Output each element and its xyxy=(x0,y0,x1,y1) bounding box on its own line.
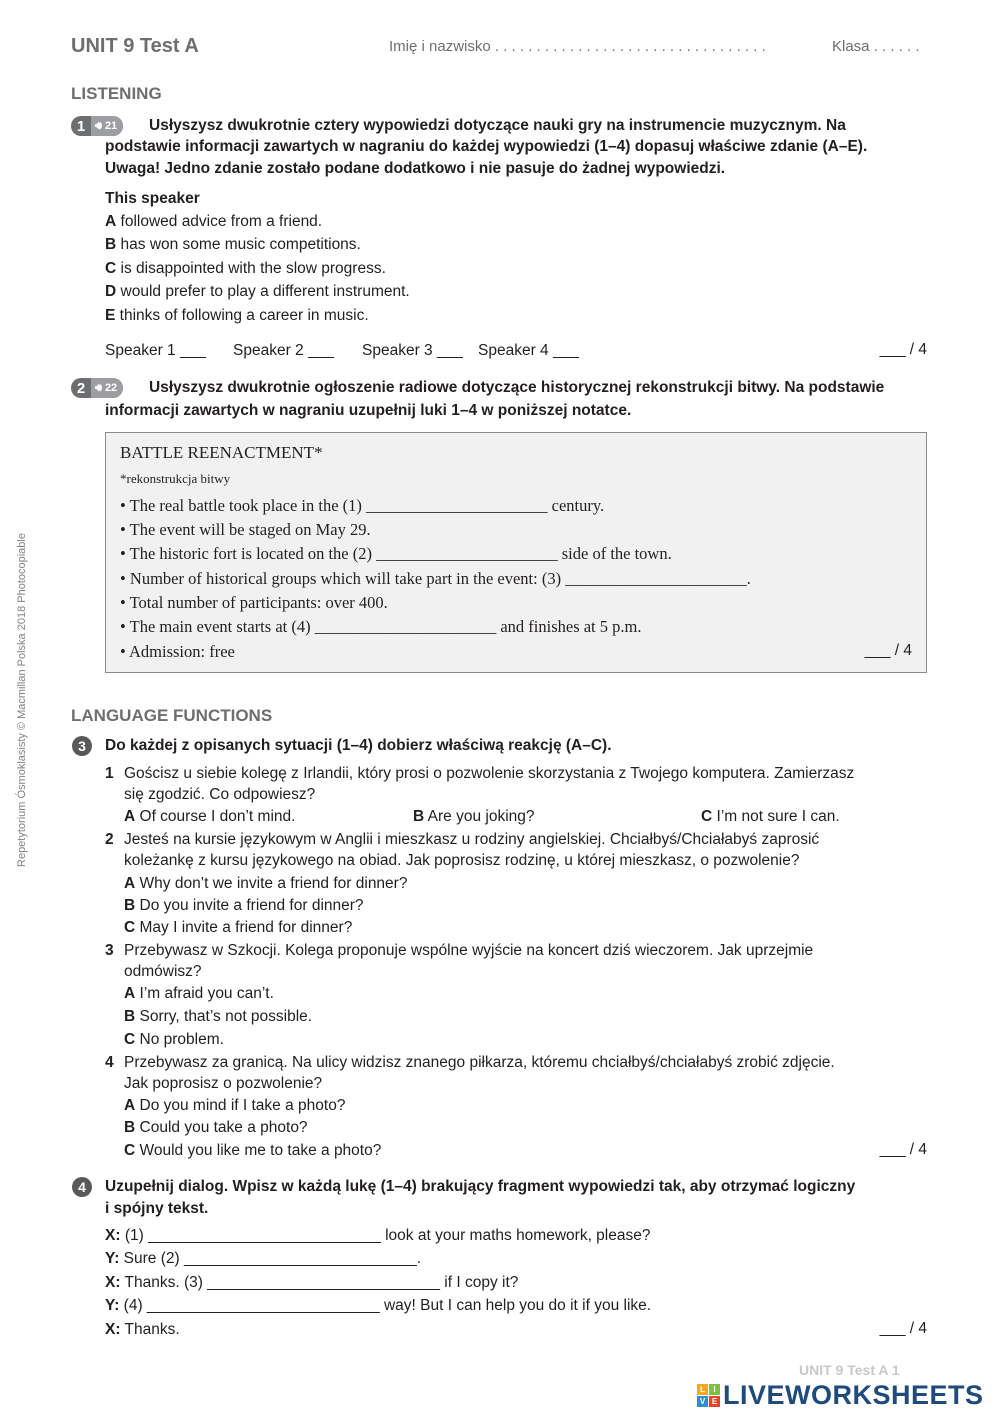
exercise-3-number: 3 xyxy=(72,736,92,756)
score: ___ / 4 xyxy=(864,642,912,659)
item-text: Przebywasz za granicą. Na ulicy widzisz znanego piłkarza, któremu chciałbyś/chciałabyś zrobić zdjęcie. xyxy=(124,1054,835,1071)
text: 22 xyxy=(104,382,118,394)
text: B xyxy=(124,1008,136,1025)
dialog-line xyxy=(105,1320,180,1340)
text: E xyxy=(105,307,116,324)
text[interactable]: The main event starts at (4) ______________________ and finishes at 5 p.m. xyxy=(129,617,642,636)
class-field[interactable]: Klasa . . . . . . xyxy=(832,38,920,55)
item-text: Jak poprosisz o pozwolenie? xyxy=(124,1075,323,1092)
text: Do you mind if I take a photo? xyxy=(139,1097,346,1114)
text: B xyxy=(124,897,136,914)
text: V xyxy=(697,1396,708,1407)
text: X: xyxy=(105,1321,121,1338)
exercise-2-badge xyxy=(71,378,123,398)
bullet-item: • Total number of participants: over 400. xyxy=(120,593,388,612)
page-title: UNIT 9 Test A xyxy=(71,35,199,57)
dialog-line xyxy=(105,1249,421,1269)
item-text: Gościsz u siebie kolegę z Irlandii, który prosi o pozwolenie skorzystania z Twojego komputera. Zamierzasz xyxy=(124,765,855,782)
item-number: 2 xyxy=(105,831,114,848)
text: 1 xyxy=(76,117,86,135)
option xyxy=(701,807,840,827)
item-number: 1 xyxy=(105,765,114,782)
text[interactable]: Thanks. (3) ___________________________ if I copy it? xyxy=(124,1274,519,1291)
option xyxy=(105,259,386,279)
score: ___ / 4 xyxy=(879,341,927,358)
exercise-4-instruction: Uzupełnij dialog. Wpisz w każdą lukę (1–4) brakujący fragment wypowiedzi tak, aby otrzymać logiczny xyxy=(105,1178,856,1195)
text: Why don’t we invite a friend for dinner? xyxy=(139,875,408,892)
speaker-4-answer[interactable]: Speaker 4 ___ xyxy=(478,342,579,359)
option xyxy=(124,1007,312,1027)
item-text: odmówisz? xyxy=(124,963,202,980)
logo-cube-icon xyxy=(697,1384,720,1407)
option xyxy=(124,874,407,894)
speaker-2-answer[interactable]: Speaker 2 ___ xyxy=(233,342,334,359)
text: A xyxy=(124,875,136,892)
text: X: xyxy=(105,1274,121,1291)
exercise-1-instruction: Usłyszysz dwukrotnie cztery wypowiedzi dotyczące nauki gry na instrumencie muzycznym. Na xyxy=(149,117,846,134)
option xyxy=(124,1141,381,1161)
text: D xyxy=(105,283,117,300)
liveworksheets-logo xyxy=(697,1380,984,1411)
bullet-item: • The real battle took place in the (1) ______________________ century. xyxy=(120,496,605,515)
text[interactable]: (4) ___________________________ way! But I can help you do it if you like. xyxy=(123,1297,652,1314)
text: B xyxy=(105,236,117,253)
text: followed advice from a friend. xyxy=(120,213,323,230)
text: Sorry, that’s not possible. xyxy=(139,1008,313,1025)
text: I’m afraid you can’t. xyxy=(139,985,274,1002)
bullet-item: • The event will be staged on May 29. xyxy=(120,520,371,539)
page-footer: UNIT 9 Test A 1 xyxy=(799,1362,900,1378)
text: Do you invite a friend for dinner? xyxy=(139,897,364,914)
text[interactable]: Number of historical groups which will take part in the event: (3) ______________________. xyxy=(129,569,751,588)
text[interactable]: The real battle took place in the (1) ______________________ century. xyxy=(129,496,605,515)
option xyxy=(124,984,274,1004)
text[interactable]: The historic fort is located on the (2) ______________________ side of the town. xyxy=(129,544,672,563)
dialog-line xyxy=(105,1296,651,1316)
text: C xyxy=(124,919,136,936)
text[interactable]: (1) ___________________________ look at your maths homework, please? xyxy=(124,1227,651,1244)
text: C xyxy=(124,1142,136,1159)
text: Total number of participants: over 400. xyxy=(129,593,388,612)
exercise-1-badge xyxy=(71,116,123,136)
speaker-3-answer[interactable]: Speaker 3 ___ xyxy=(362,342,463,359)
text: has won some music competitions. xyxy=(120,236,361,253)
text: 2 xyxy=(76,379,86,397)
bullet-item: • The historic fort is located on the (2) ______________________ side of the town. xyxy=(120,544,672,563)
option xyxy=(105,306,369,326)
footnote: *rekonstrukcja bitwy xyxy=(120,471,231,486)
text: thinks of following a career in music. xyxy=(119,307,369,324)
item-text: Przebywasz w Szkocji. Kolega proponuje wspólne wyjście na koncert dziś wieczorem. Jak uprzejmie xyxy=(124,942,814,959)
text: C xyxy=(701,808,713,825)
item-text: koleżankę z kursu językowego na obiad. Jak poprosisz rodzinę, u której mieszkasz, o pozwolenie? xyxy=(124,852,800,869)
audio-icon: 🔊︎ xyxy=(95,381,102,394)
exercise-3-instruction: Do każdej z opisanych sytuacji (1–4) dobierz właściwą reakcję (A–C). xyxy=(105,737,612,754)
text: 21 xyxy=(104,120,118,132)
audio-icon: 🔊︎ xyxy=(95,119,102,132)
text: is disappointed with the slow progress. xyxy=(120,260,386,277)
text: I xyxy=(709,1384,720,1395)
text: LIVEWORKSHEETS xyxy=(723,1380,984,1410)
option xyxy=(124,918,352,938)
text: C xyxy=(105,260,117,277)
text: B xyxy=(124,1119,136,1136)
text: Admission: free xyxy=(129,642,235,661)
text: A xyxy=(124,985,136,1002)
text: X: xyxy=(105,1227,121,1244)
exercise-1-instruction: podstawie informacji zawartych w nagraniu do każdej wypowiedzi (1–4) dopasuj właściwe zdanie (A–E). xyxy=(105,138,868,155)
text: A xyxy=(124,808,136,825)
text[interactable]: Sure (2) ___________________________. xyxy=(123,1250,422,1267)
text: A xyxy=(124,1097,136,1114)
text: C xyxy=(124,1031,136,1048)
score: ___ / 4 xyxy=(879,1320,927,1337)
text: Y: xyxy=(105,1297,120,1314)
exercise-2-instruction: Usłyszysz dwukrotnie ogłoszenie radiowe dotyczące historycznej rekonstrukcji bitwy. Na podstawie xyxy=(149,379,885,396)
option xyxy=(124,1118,308,1138)
text: Of course I don’t mind. xyxy=(139,808,296,825)
exercise-2-instruction: informacji zawartych w nagraniu uzupełnij luki 1–4 w poniższej notatce. xyxy=(105,402,632,419)
text: B xyxy=(413,808,425,825)
bullet-item: • Number of historical groups which will take part in the event: (3) ______________________. xyxy=(120,569,751,588)
exercise-4-number: 4 xyxy=(72,1177,92,1197)
name-field[interactable]: Imię i nazwisko . . . . . . . . . . . . . . . . . . . . . . . . . . . . . . . . . xyxy=(389,38,766,55)
option xyxy=(105,212,322,232)
text: Are you joking? xyxy=(427,808,535,825)
text: The event will be staged on May 29. xyxy=(129,520,371,539)
text: I’m not sure I can. xyxy=(716,808,840,825)
text: Thanks. xyxy=(124,1321,180,1338)
speaker-1-answer[interactable]: Speaker 1 ___ xyxy=(105,342,206,359)
bullet-item: • The main event starts at (4) ______________________ and finishes at 5 p.m. xyxy=(120,617,642,636)
option xyxy=(124,1096,345,1116)
text: Y: xyxy=(105,1250,120,1267)
option xyxy=(413,807,535,827)
option xyxy=(105,282,410,302)
text: No problem. xyxy=(139,1031,224,1048)
note-title: BATTLE REENACTMENT* xyxy=(120,443,323,462)
score: ___ / 4 xyxy=(879,1141,927,1158)
dialog-line xyxy=(105,1273,518,1293)
item-text: Jesteś na kursie językowym w Anglii i mieszkasz u rodziny angielskiej. Chciałbyś/Chciałabyś zaprosić xyxy=(124,831,820,848)
option xyxy=(124,1030,224,1050)
exercise-1-instruction: Uwaga! Jedno zdanie zostało podane dodatkowo i nie pasuje do żadnej wypowiedzi. xyxy=(105,160,726,177)
section-title-language-functions: LANGUAGE FUNCTIONS xyxy=(71,706,273,725)
item-number: 3 xyxy=(105,942,114,959)
text: E xyxy=(709,1396,720,1407)
text: Would you like me to take a photo? xyxy=(139,1142,382,1159)
exercise-4-instruction: i spójny tekst. xyxy=(105,1200,209,1217)
option xyxy=(105,235,361,255)
text: L xyxy=(697,1384,708,1395)
option xyxy=(124,896,364,916)
section-title-listening: LISTENING xyxy=(71,84,162,103)
text: A xyxy=(105,213,117,230)
text: Could you take a photo? xyxy=(139,1119,308,1136)
text: May I invite a friend for dinner? xyxy=(139,919,353,936)
text: would prefer to play a different instrument. xyxy=(120,283,410,300)
bullet-item: • Admission: free xyxy=(120,642,235,661)
item-text: się zgodzić. Co odpowiesz? xyxy=(124,786,316,803)
lead-text: This speaker xyxy=(105,190,200,207)
copyright-side-text: Repetytorium Ósmoklasisty © Macmillan Polska 2018 Photocopiable xyxy=(16,533,28,867)
item-number: 4 xyxy=(105,1054,114,1071)
option xyxy=(124,807,295,827)
dialog-line xyxy=(105,1226,650,1246)
